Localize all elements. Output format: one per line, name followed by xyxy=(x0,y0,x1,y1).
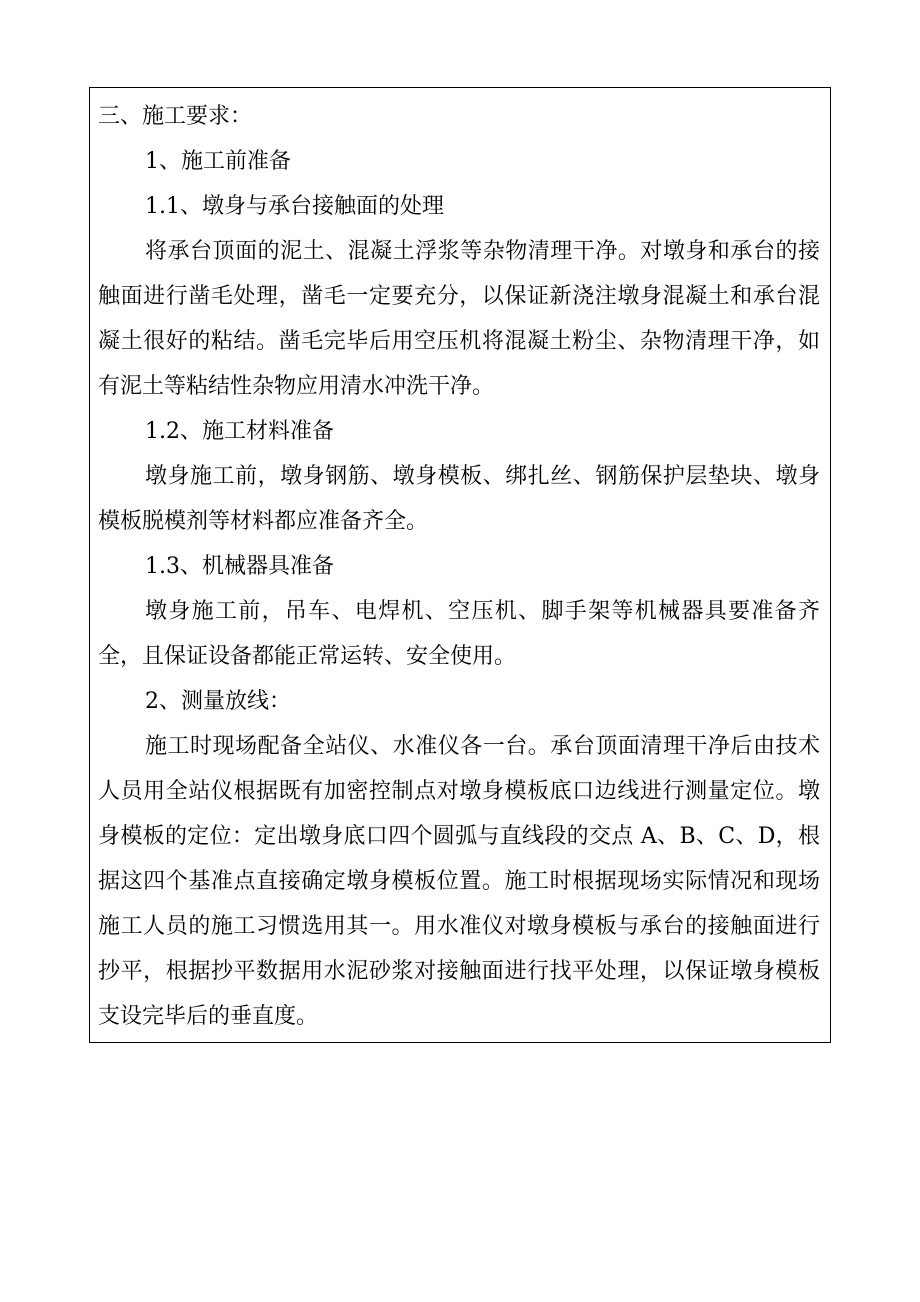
subsection-1-heading: 1、施工前准备 xyxy=(145,149,291,174)
document-content xyxy=(98,94,820,1039)
item-1-1-body: 将承台顶面的泥土、混凝土浮浆等杂物清理干净。对墩身和承台的接触面进行凿毛处理，凿毛一定要充分，以保证新浇注墩身混凝土和承台混凝土很好的粘结。凿毛完毕后用空压机将混凝土粉尘、杂物清理干净，如有泥土等粘结性杂物应用清水冲洗干净。 xyxy=(98,239,820,399)
section-title: 三、施工要求： xyxy=(98,104,253,129)
item-1-1-heading: 1.1、墩身与承台接触面的处理 xyxy=(145,194,444,219)
item-1-2-heading: 1.2、施工材料准备 xyxy=(145,419,334,444)
item-1-3-heading: 1.3、机械器具准备 xyxy=(145,554,334,579)
item-1-2-body: 墩身施工前，墩身钢筋、墩身模板、绑扎丝、钢筋保护层垫块、墩身模板脱模剂等材料都应准备齐全。 xyxy=(98,464,820,534)
document-frame xyxy=(89,87,831,1043)
subsection-2-body: 施工时现场配备全站仪、水准仪各一台。承台顶面清理干净后由技术人员用全站仪根据既有加密控制点对墩身模板底口边线进行测量定位。墩身模板的定位：定出墩身底口四个圆弧与直线段的交点 A、B、C、D，根据这四个基准点直接确定墩身模板位置。施工时根据现场实际情况和现场施工人员的施工习惯选用其一。用水准仪对墩身模板与承台的接触面进行抄平，根据抄平数据用水泥砂浆对接触面进行找平处理，以保证墩身模板支设完毕后的垂直度。 xyxy=(98,734,820,1029)
subsection-2-heading: 2、测量放线： xyxy=(145,689,291,714)
item-1-3-body: 墩身施工前，吊车、电焊机、空压机、脚手架等机械器具要准备齐全，且保证设备都能正常运转、安全使用。 xyxy=(98,599,820,669)
